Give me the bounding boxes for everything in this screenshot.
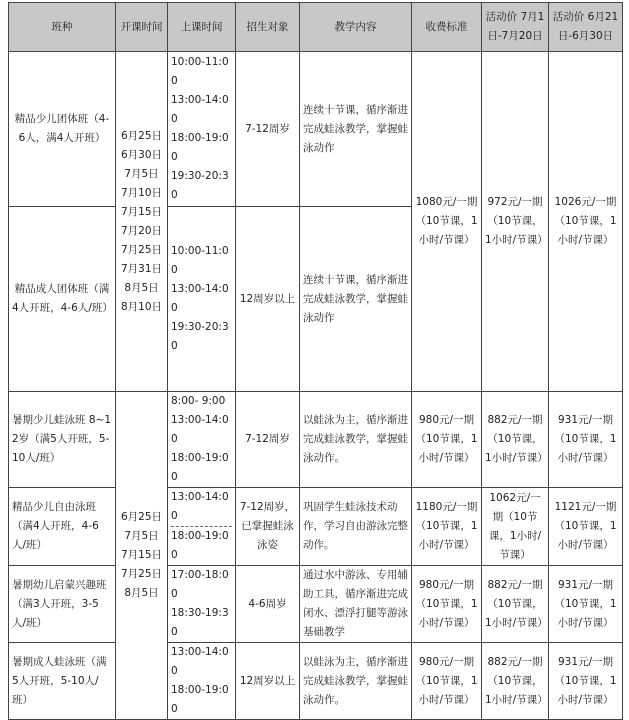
class-time: 17:00-18:00 xyxy=(171,569,229,600)
table-row xyxy=(9,52,623,207)
class-time: 18:00-19:00 xyxy=(171,526,232,565)
start-date: 6月30日 xyxy=(120,148,163,161)
target-cell: 7-12周岁 xyxy=(236,52,300,207)
header-row xyxy=(9,3,623,52)
class-time: 13:00-14:00 xyxy=(171,94,229,125)
content-cell: 通过水中游泳、专用辅助工具，循序渐进完成闭水、漂浮打腿等游泳基础教学 xyxy=(300,566,412,643)
header-start-date: 开课时间 xyxy=(116,3,168,52)
start-date: 8月10日 xyxy=(120,300,163,313)
class-time: 18:30-19:30 xyxy=(171,607,229,638)
class-name-cell: 暑期幼儿启蒙兴趣班（满3人开班，3-5人/班） xyxy=(9,566,116,643)
fee-cell: 1080元/一期（10节课，1小时/节课） xyxy=(412,52,482,392)
start-date: 7月5日 xyxy=(124,167,159,180)
content-cell: 连续十节课，循序渐进完成蛙泳教学，掌握蛙泳动作 xyxy=(300,207,412,392)
fee-cell: 1180元/一期（10节课，1小时/节课） xyxy=(412,488,482,566)
start-date: 7月25日 xyxy=(120,568,163,580)
price-jun-cell: 931元/一期（10节课，1小时/节课） xyxy=(549,643,623,720)
price-jun-cell: 1121元/一期（10节课，1小时/节课） xyxy=(549,488,623,566)
class-time: 18:00-19:00 xyxy=(171,452,229,483)
content-cell: 以蛙泳为主，循序渐进完成蛙泳教学，掌握蛙泳动作。 xyxy=(300,643,412,720)
class-times-cell xyxy=(168,643,236,720)
table-row xyxy=(9,488,623,566)
fee-cell: 980元/一期（10节课，1小时/节课） xyxy=(412,392,482,488)
start-date: 6月25日 xyxy=(120,511,163,523)
class-times-cell xyxy=(168,52,236,207)
content-cell: 连续十节课，循序渐进完成蛙泳教学，掌握蛙泳动作 xyxy=(300,52,412,207)
price-jul-cell: 882元/一期（10节课，1小时/节课） xyxy=(482,392,549,488)
start-date: 7月10日 xyxy=(120,186,163,199)
target-cell: 12周岁以上 xyxy=(236,643,300,720)
class-time: 10:00-11:00 xyxy=(171,245,229,276)
start-dates-cell xyxy=(116,392,168,720)
price-jun-cell: 1026元/一期（10节课，1小时/节课） xyxy=(549,52,623,392)
start-date: 8月5日 xyxy=(124,587,159,599)
price-jul-cell: 882元/一期（10节课，1小时/节课） xyxy=(482,566,549,643)
start-date: 7月15日 xyxy=(120,549,163,561)
content-cell: 巩固学生蛙泳技术动作，学习自由游泳完整动作。 xyxy=(300,488,412,566)
start-date: 7月20日 xyxy=(120,224,163,237)
class-times-cell xyxy=(168,207,236,392)
price-jul-cell: 882元/一期（10节课，1小时/节课） xyxy=(482,643,549,720)
class-name-cell: 暑期成人蛙泳班（满5人开班，5-10人/班） xyxy=(9,643,116,720)
class-times-cell xyxy=(168,392,236,488)
target-cell: 12周岁以上 xyxy=(236,207,300,392)
class-name-cell: 精品少儿自由泳班（满4人开班，4-6人/班） xyxy=(9,488,116,566)
header-fee: 收费标准 xyxy=(412,3,482,52)
class-time: 13:00-14:00 xyxy=(171,646,229,677)
start-date: 7月5日 xyxy=(124,530,159,542)
class-time: 13:00-14:00 xyxy=(171,414,229,445)
class-time: 18:00-19:00 xyxy=(171,132,229,163)
table-row xyxy=(9,643,623,720)
table-row xyxy=(9,566,623,643)
start-date: 7月25日 xyxy=(120,243,163,256)
start-date: 7月31日 xyxy=(120,262,163,275)
start-date: 7月15日 xyxy=(120,205,163,218)
header-content: 教学内容 xyxy=(300,3,412,52)
class-time: 19:30-20:30 xyxy=(171,170,229,201)
price-jun-cell: 931元/一期（10节课，1小时/节课） xyxy=(549,566,623,643)
price-jun-cell: 931元/一期（10节课，1小时/节课） xyxy=(549,392,623,488)
header-class-time: 上课时间 xyxy=(168,3,236,52)
class-name-cell: 暑期少儿蛙泳班 8~12岁（满5人开班，5-10人/班） xyxy=(9,392,116,488)
class-time: 10:00-11:00 xyxy=(171,56,229,87)
class-name-cell: 精品成人团体班（满4人开班，4-6人/班） xyxy=(9,207,116,392)
target-cell: 7-12周岁，已掌握蛙泳泳姿 xyxy=(236,488,300,566)
class-times-cell xyxy=(168,566,236,643)
price-jul-cell: 1062元/一期（10节课，1小时/节课） xyxy=(482,488,549,566)
class-schedule-table xyxy=(8,2,623,720)
fee-cell: 980元/一期（10节课，1小时/节课） xyxy=(412,566,482,643)
class-name-cell: 精品少儿团体班（4-6人，满4人开班） xyxy=(9,52,116,207)
start-dates-cell xyxy=(116,52,168,392)
class-time: 13:00-14:00 xyxy=(171,491,229,522)
class-time: 18:00-19:00 xyxy=(171,684,229,715)
class-time: 8:00- 9:00 xyxy=(171,395,226,407)
class-time: 13:00-14:00 xyxy=(171,283,229,314)
target-cell: 4-6周岁 xyxy=(236,566,300,643)
class-times-cell xyxy=(168,488,236,566)
header-price-jul: 活动价 7月1日-7月20日 xyxy=(482,3,549,52)
table-row xyxy=(9,392,623,488)
start-date: 8月5日 xyxy=(124,281,159,294)
header-price-jun: 活动价 6月21日-6月30日 xyxy=(549,3,623,52)
target-cell: 7-12周岁 xyxy=(236,392,300,488)
content-cell: 以蛙泳为主，循序渐进完成蛙泳教学，掌握蛙泳动作。 xyxy=(300,392,412,488)
class-time: 19:30-20:30 xyxy=(171,321,229,352)
start-date: 6月25日 xyxy=(120,129,163,142)
price-jul-cell: 972元/一期（10节课，1小时/节课） xyxy=(482,52,549,392)
header-class: 班种 xyxy=(9,3,116,52)
fee-cell: 980元/一期（10节课，1小时/节课） xyxy=(412,643,482,720)
header-target: 招生对象 xyxy=(236,3,300,52)
